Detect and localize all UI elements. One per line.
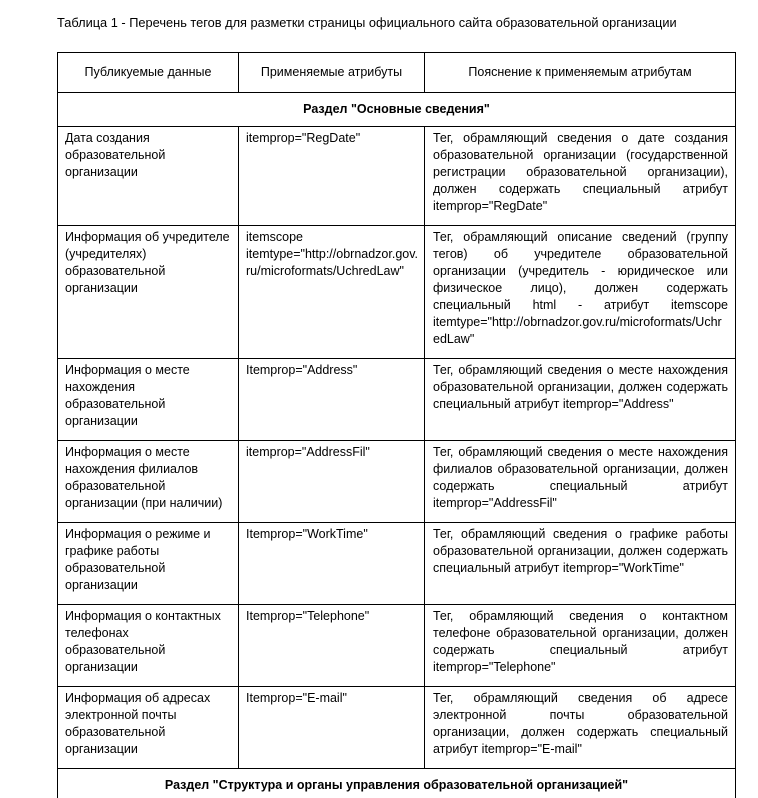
- table-row: [58, 441, 736, 523]
- cell-attribute: itemprop="AddressFil": [239, 441, 425, 523]
- cell-explanation: Тег, обрамляющий сведения о месте нахождения филиалов образовательной организации, должен содержать специальный атрибут itemprop="AddressFil": [425, 441, 736, 523]
- col-header-attributes: Применяемые атрибуты: [239, 53, 425, 93]
- section-title-structure: Раздел "Структура и органы управления образовательной организацией": [58, 769, 736, 798]
- cell-published-data: Информация о месте нахождения образовательной организации: [58, 359, 239, 441]
- cell-attribute: itemscope itemtype="http://obrnadzor.gov.ru/microformats/UchredLaw": [239, 226, 425, 359]
- table-row: [58, 687, 736, 769]
- table-row: [58, 605, 736, 687]
- cell-published-data: Информация о режиме и графике работы образовательной организации: [58, 523, 239, 605]
- cell-attribute: Itemprop="E-mail": [239, 687, 425, 769]
- col-header-explanation: Пояснение к применяемым атрибутам: [425, 53, 736, 93]
- table-row: [58, 226, 736, 359]
- cell-published-data: Информация об учредителе (учредителях) образовательной организации: [58, 226, 239, 359]
- cell-attribute: Itemprop="Telephone": [239, 605, 425, 687]
- cell-published-data: Информация о контактных телефонах образовательной организации: [58, 605, 239, 687]
- cell-attribute: Itemprop="WorkTime": [239, 523, 425, 605]
- cell-explanation: Тег, обрамляющий описание сведений (группу тегов) об учредителе образовательной организации (учредитель - юридическое или физическое лицо), должен содержать специальный html - атрибут itemscope itemtype="http://obrnadzor.gov.ru/microformats/UchredLaw": [425, 226, 736, 359]
- cell-explanation: Тег, обрамляющий сведения об адресе электронной почты образовательной организации, должен содержать специальный атрибут itemprop="E-mail": [425, 687, 736, 769]
- cell-explanation: Тег, обрамляющий сведения о дате создания образовательной организации (государственной регистрации образовательной организации), должен содержать специальный атрибут itemprop="RegDate": [425, 127, 736, 226]
- table-header-row: [58, 53, 736, 93]
- cell-published-data: Дата создания образовательной организации: [58, 127, 239, 226]
- cell-explanation: Тег, обрамляющий сведения о графике работы образовательной организации, должен содержать специальный атрибут itemprop="WorkTime": [425, 523, 736, 605]
- table-row: [58, 127, 736, 226]
- table-caption: Таблица 1 - Перечень тегов для разметки страницы официального сайта образовательной организации: [57, 15, 677, 30]
- cell-explanation: Тег, обрамляющий сведения о контактном телефоне образовательной организации, должен содержать специальный атрибут itemprop="Telephone": [425, 605, 736, 687]
- section-title-main-info: Раздел "Основные сведения": [58, 93, 736, 127]
- section-row-structure: [58, 769, 736, 798]
- table-row: [58, 359, 736, 441]
- col-header-published-data: Публикуемые данные: [58, 53, 239, 93]
- tags-table: [57, 52, 736, 798]
- cell-published-data: Информация о месте нахождения филиалов образовательной организации (при наличии): [58, 441, 239, 523]
- cell-attribute: itemprop="RegDate": [239, 127, 425, 226]
- cell-attribute: Itemprop="Address": [239, 359, 425, 441]
- table-row: [58, 523, 736, 605]
- cell-published-data: Информация об адресах электронной почты образовательной организации: [58, 687, 239, 769]
- cell-explanation: Тег, обрамляющий сведения о месте нахождения образовательной организации, должен содержать специальный атрибут itemprop="Address": [425, 359, 736, 441]
- section-row-main-info: [58, 93, 736, 127]
